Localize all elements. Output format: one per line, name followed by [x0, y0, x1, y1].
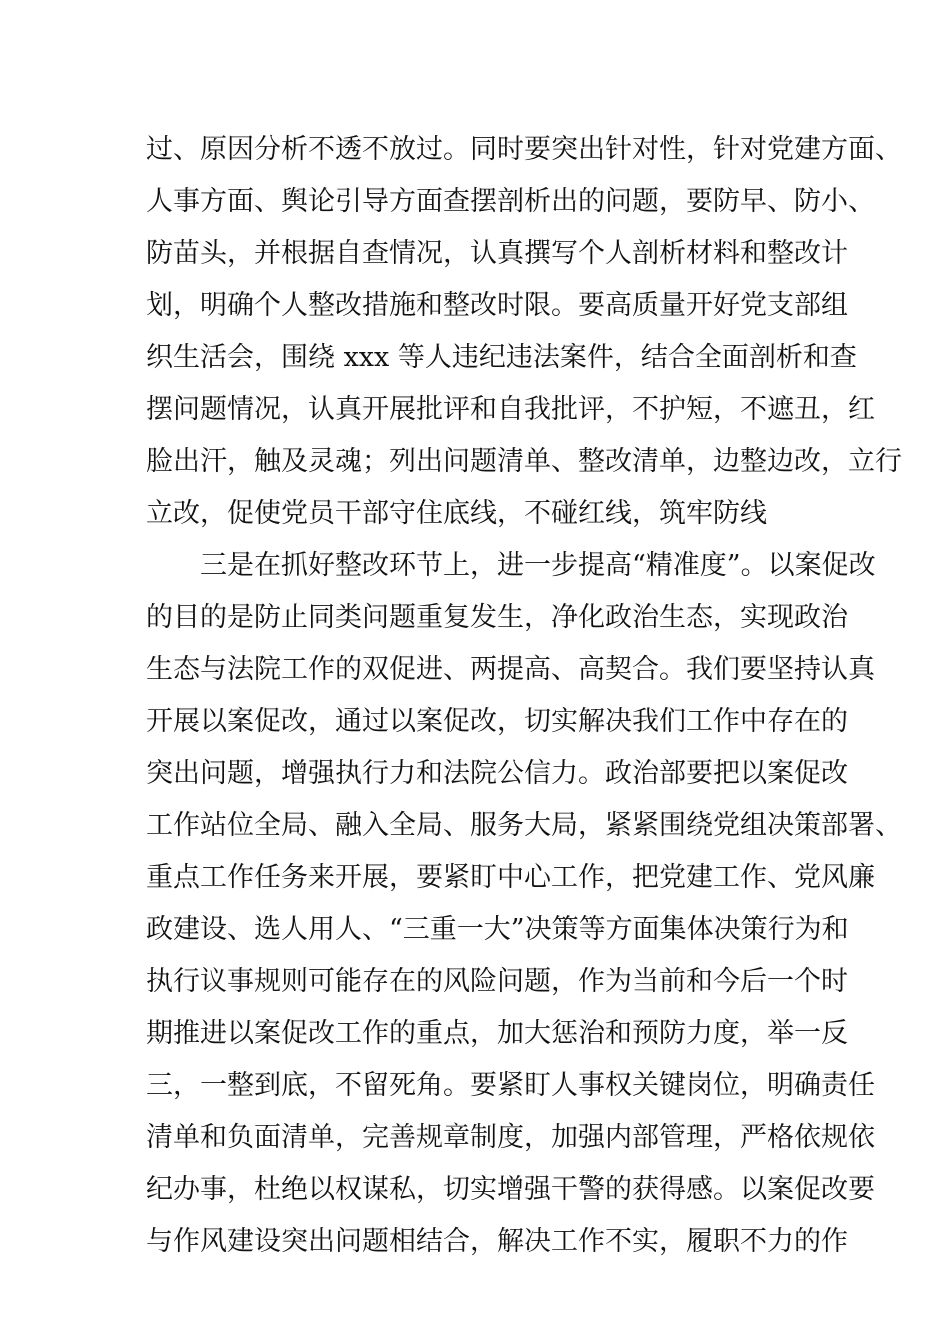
text-line: 的目的是防止同类问题重复发生，净化政治生态，实现政治	[146, 602, 848, 633]
text-line: 纪办事，杜绝以权谋私，切实增强干警的获得感。以案促改要	[146, 1174, 875, 1205]
text-line: 开展以案促改，通过以案促改，切实解决我们工作中存在的	[146, 706, 848, 737]
document-body	[146, 124, 902, 1268]
text-line: 生态与法院工作的双促进、两提高、高契合。我们要坚持认真	[146, 654, 875, 685]
text-line: 执行议事规则可能存在的风险问题，作为当前和今后一个时	[146, 966, 848, 997]
text-line: 三，一整到底，不留死角。要紧盯人事权关键岗位，明确责任	[146, 1070, 875, 1101]
text-line: 工作站位全局、融入全局、服务大局，紧紧围绕党组决策部署、	[146, 810, 902, 841]
text-line: 重点工作任务来开展，要紧盯中心工作，把党建工作、党风廉	[146, 862, 875, 893]
text-line: 织生活会，围绕 xxx 等人违纪违法案件，结合全面剖析和查	[146, 342, 857, 373]
text-line: 脸出汗，触及灵魂；列出问题清单、整改清单，边整边改，立行	[146, 446, 902, 477]
text-line: 过、原因分析不透不放过。同时要突出针对性，针对党建方面、	[146, 134, 902, 165]
text-line: 划，明确个人整改措施和整改时限。要高质量开好党支部组	[146, 290, 848, 321]
paragraph-start-line: 三是在抓好整改环节上，进一步提高“精准度”。以案促改	[146, 550, 876, 581]
text-line: 突出问题，增强执行力和法院公信力。政治部要把以案促改	[146, 758, 848, 789]
text-line: 政建设、选人用人、“三重一大”决策等方面集体决策行为和	[146, 914, 849, 945]
text-line: 清单和负面清单，完善规章制度，加强内部管理，严格依规依	[146, 1122, 875, 1153]
text-line: 防苗头，并根据自查情况，认真撰写个人剖析材料和整改计	[146, 238, 848, 269]
text-line: 摆问题情况，认真开展批评和自我批评，不护短，不遮丑，红	[146, 394, 875, 425]
text-line: 立改，促使党员干部守住底线，不碰红线，筑牢防线	[146, 498, 767, 529]
text-line: 人事方面、舆论引导方面查摆剖析出的问题，要防早、防小、	[146, 186, 875, 217]
text-line: 与作风建设突出问题相结合，解决工作不实，履职不力的作	[146, 1226, 848, 1257]
text-line: 期推进以案促改工作的重点，加大惩治和预防力度，举一反	[146, 1018, 848, 1049]
